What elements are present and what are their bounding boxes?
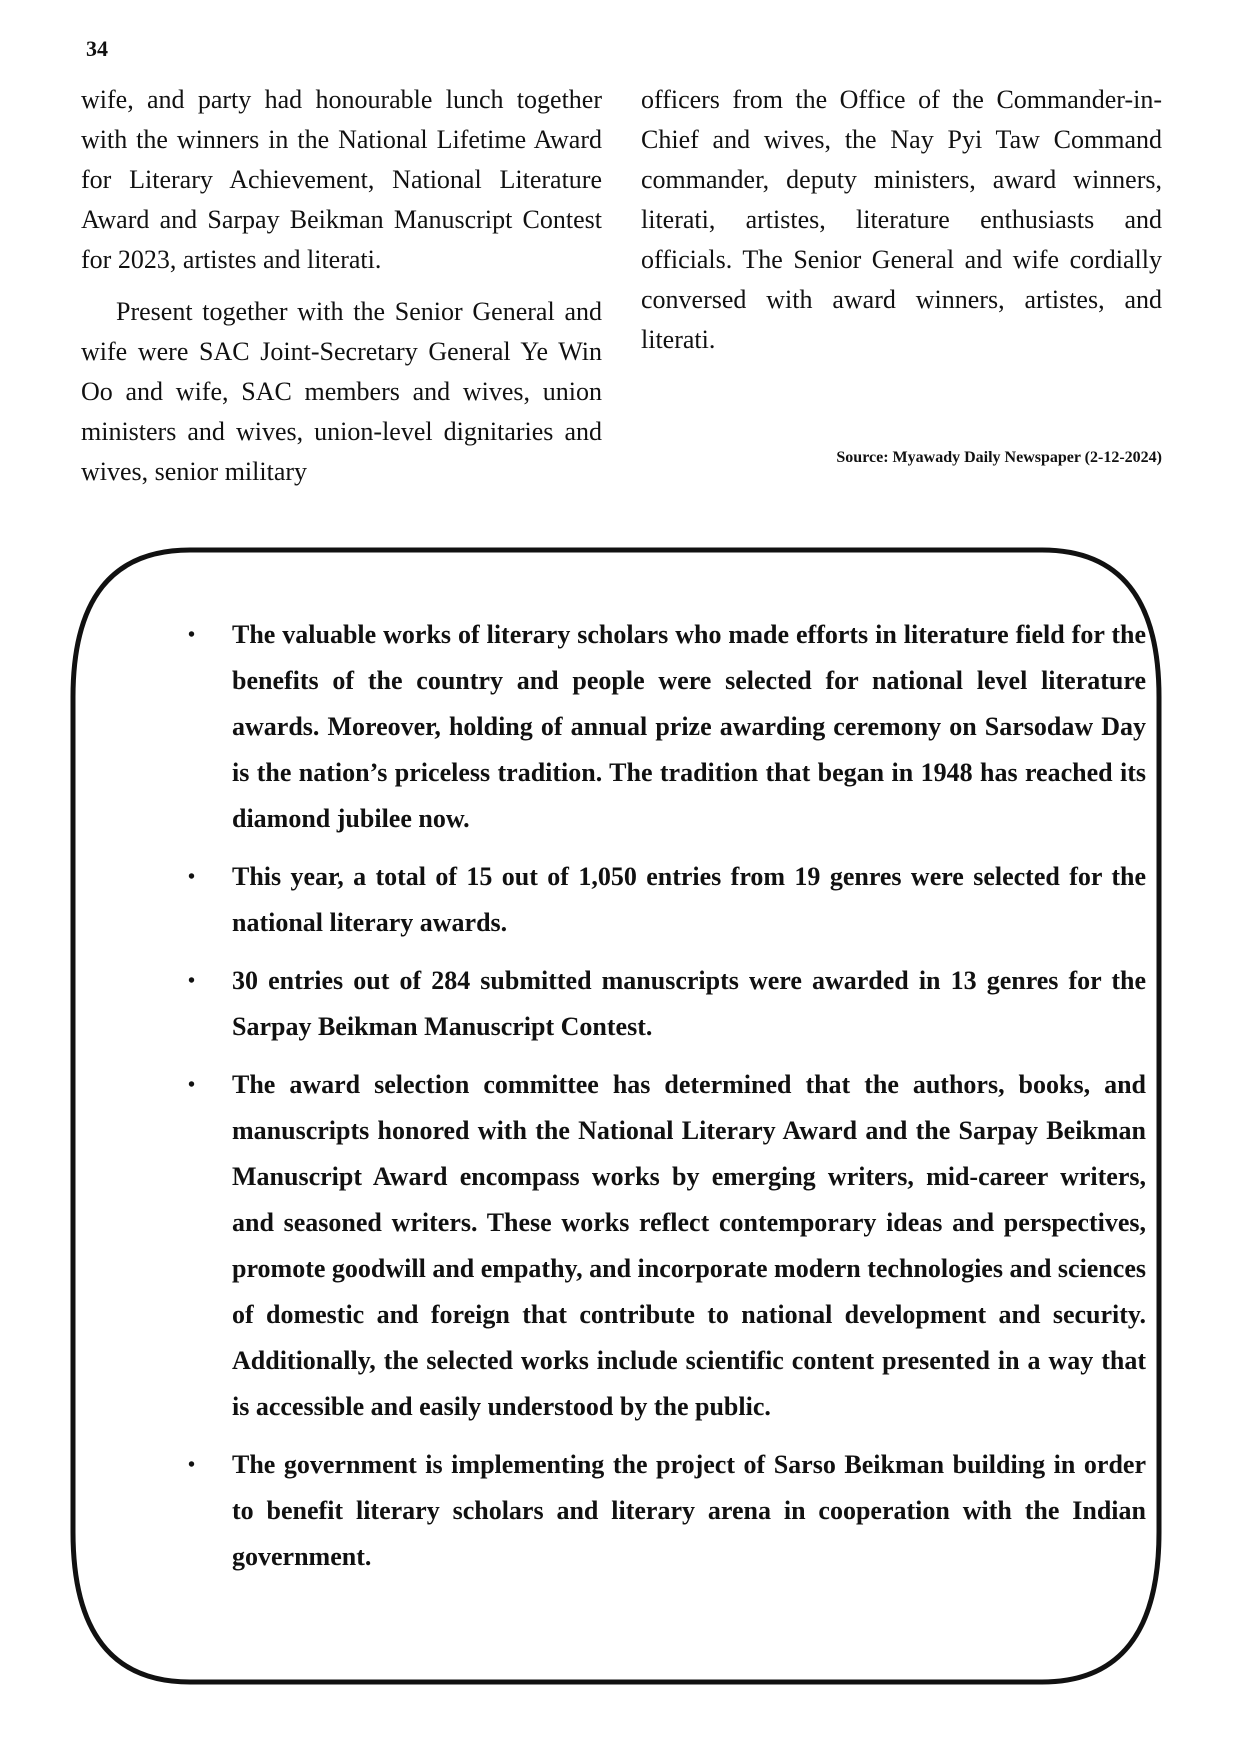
summary-list	[130, 612, 1146, 1592]
summary-list-item	[130, 1442, 1146, 1580]
bullet-icon: •	[188, 970, 196, 992]
article-paragraph: Present together with the Senior General and wife were SAC Joint-Secretary General Ye Win Oo and wife, SAC members and wives, union ministers and wives, union-level dignitaries and wives, senior military	[81, 297, 602, 486]
article-paragraph: wife, and party had honourable lunch together with the winners in the National Lifetime Award for Literary Achievement, National Literature Award and Sarpay Beikman Manuscript Contest for 2023, artistes and literati.	[81, 85, 602, 274]
summary-list-item	[130, 958, 1146, 1050]
summary-list-item	[130, 612, 1146, 842]
summary-list-item	[130, 854, 1146, 946]
article-paragraph: officers from the Office of the Commander-in-Chief and wives, the Nay Pyi Taw Command commander, deputy ministers, award winners, literati, artistes, literature enthusiasts and officials. The Senior General and wife cordially conversed with award winners, artistes, and literati.	[641, 85, 1162, 354]
article-column-left	[81, 80, 602, 492]
summary-item-text: 30 entries out of 284 submitted manuscripts were awarded in 13 genres for the Sarpay Beikman Manuscript Contest.	[232, 966, 1146, 1041]
summary-box	[70, 547, 1162, 1685]
bullet-icon: •	[188, 866, 196, 888]
article-column-right	[641, 80, 1162, 360]
summary-item-text: The government is implementing the project of Sarso Beikman building in order to benefit literary scholars and literary arena in cooperation with the Indian government.	[232, 1450, 1146, 1571]
bullet-icon: •	[188, 624, 196, 646]
bullet-icon: •	[188, 1074, 196, 1096]
bullet-icon: •	[188, 1454, 196, 1476]
summary-item-text: The valuable works of literary scholars who made efforts in literature field for the benefits of the country and people were selected for national level literature awards. Moreover, holding of annual prize awarding ceremony on Sarsodaw Day is the nation’s priceless tradition. The tradition that began in 1948 has reached its diamond jubilee now.	[232, 620, 1146, 833]
summary-item-text: This year, a total of 15 out of 1,050 entries from 19 genres were selected for the national literary awards.	[232, 862, 1146, 937]
source-citation: Source: Myawady Daily Newspaper (2-12-2024)	[836, 449, 1162, 466]
page-number: 34	[86, 36, 108, 61]
summary-item-text: The award selection committee has determined that the authors, books, and manuscripts honored with the National Literary Award and the Sarpay Beikman Manuscript Award encompass works by emerging writers, mid-career writers, and seasoned writers. These works reflect contemporary ideas and perspectives, promote goodwill and empathy, and incorporate modern technologies and sciences of domestic and foreign that contribute to national development and security. Additionally, the selected works include scientific content presented in a way that is accessible and easily understood by the public.	[232, 1070, 1146, 1421]
summary-list-item	[130, 1062, 1146, 1430]
